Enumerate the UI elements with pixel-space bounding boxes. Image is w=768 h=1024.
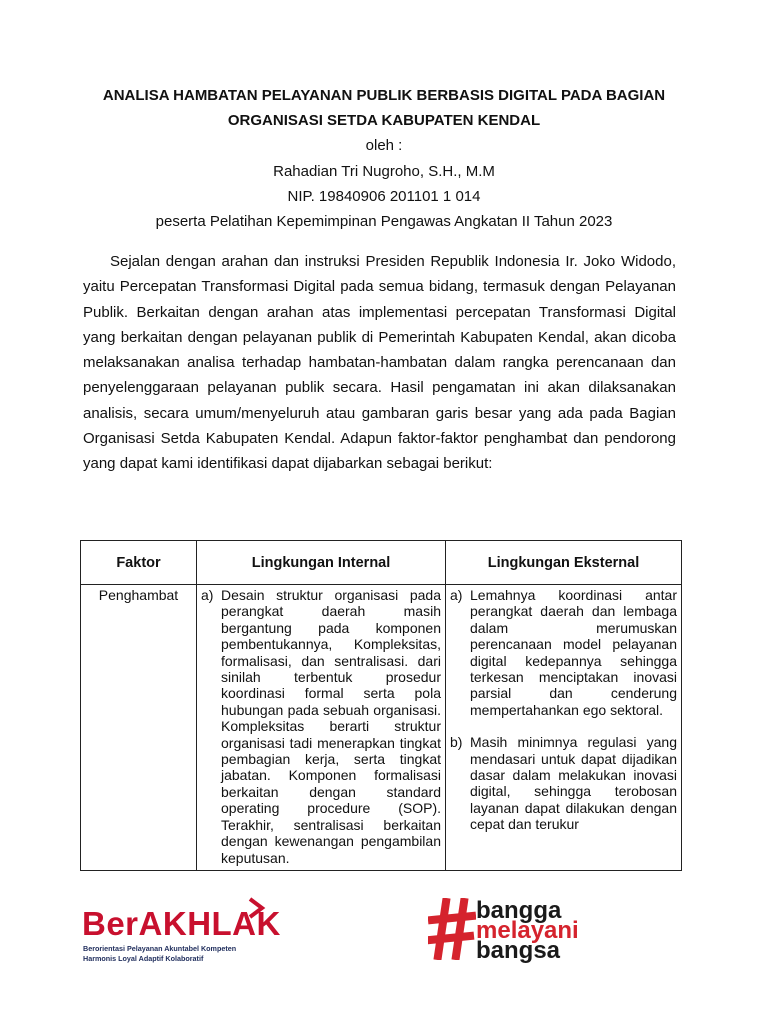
list-item [450,734,677,832]
item-label: a) [201,587,214,603]
list-item [450,587,677,718]
item-text: Masih minimnya regulasi yang mendasari untuk dapat dijadikan dasar dalam melakukan inovasi digital, sehingga terobosan layanan dapat dilakukan dengan cepat dan terukur [470,734,677,833]
document-title-line1: ANALISA HAMBATAN PELAYANAN PUBLIK BERBASIS DIGITAL PADA BAGIAN [102,87,666,104]
list-item [201,587,441,866]
document-title-line2: ORGANISASI SETDA KABUPATEN KENDAL [227,112,541,129]
header-external: Lingkungan Eksternal [446,541,682,585]
row-label-penghambat: Penghambat [81,585,197,871]
participant-info: peserta Pelatihan Kepemimpinan Pengawas Angkatan II Tahun 2023 [155,213,613,230]
internal-cell [197,585,446,871]
author-by: oleh : [365,137,403,154]
author-name: Rahadian Tri Nugroho, S.H., M.M [273,163,495,180]
bangga-melayani-bangsa-logo [428,894,590,964]
berakhlak-wordmark: BerAKHLAK [82,905,281,942]
bangga-word: bangga [476,897,562,924]
external-cell [446,585,682,871]
berakhlak-tagline1: Berorientasi Pelayanan Akuntabel Kompeten [83,944,237,953]
table-header-row [81,541,682,585]
item-text: Desain struktur organisasi pada perangkat daerah masih bergantung pada komponen pembentukannya, Kompleksitas, formalisasi, dan sentralisasi. dari sinilah terbentuk prosedur koordinasi formal serta pola hubungan pada sebuah organisasi. Kompleksitas berarti struktur organisasi tadi menerapkan tingkat pembagian kerja, serta tingkat jabatan. Komponen formalisasi berkaitan dengan standard operating procedure (SOP). Terakhir, sentralisasi berkaitan dengan kewenangan pengambilan keputusan. [221,587,441,866]
item-text: Lemahnya koordinasi antar perangkat daerah dan lembaga dalam merumuskan perencanaan model pelayanan digital kedepannya sehingga terkesan menciptakan inovasi parsial dan cenderung mempertahankan ego sektoral. [470,587,677,718]
bangsa-word: bangsa [476,937,561,964]
header-faktor: Faktor [81,541,197,585]
chevron-right-icon [246,897,266,919]
berakhlak-tagline2: Harmonis Loyal Adaptif Kolaboratif [83,954,204,963]
table-row [81,585,682,871]
hashtag-icon [428,898,476,960]
berakhlak-logo [80,893,281,967]
factor-table [80,540,682,871]
melayani-word: melayani [476,917,579,944]
author-nip: NIP. 19840906 201101 1 014 [287,188,481,205]
item-label: a) [450,587,463,603]
item-label: b) [450,734,463,751]
intro-paragraph: Sejalan dengan arahan dan instruksi Presiden Republik Indonesia Ir. Joko Widodo, yaitu Percepatan Transformasi Digital pada semua bidang, termasuk dengan Pelayanan Publik. Berkaitan dengan arahan atas implementasi percepatan Transformasi Digital yang berkaitan dengan pelayanan publik di Pemerintah Kabupaten Kendal, akan dicoba melaksanakan analisa terhadap hambatan-hambatan dalam rangka perencanaan dan penyelenggaraan pelayanan publik secara. Hasil pengamatan ini akan dilaksanakan analisis, secara umum/menyeluruh atau gambaran garis besar yang ada pada Bagian Organisasi Setda Kabupaten Kendal. Adapun faktor-faktor penghambat dan pendorong yang dapat kami identifikasi dapat dijabarkan sebagai berikut: [83,253,676,473]
header-internal: Lingkungan Internal [197,541,446,585]
